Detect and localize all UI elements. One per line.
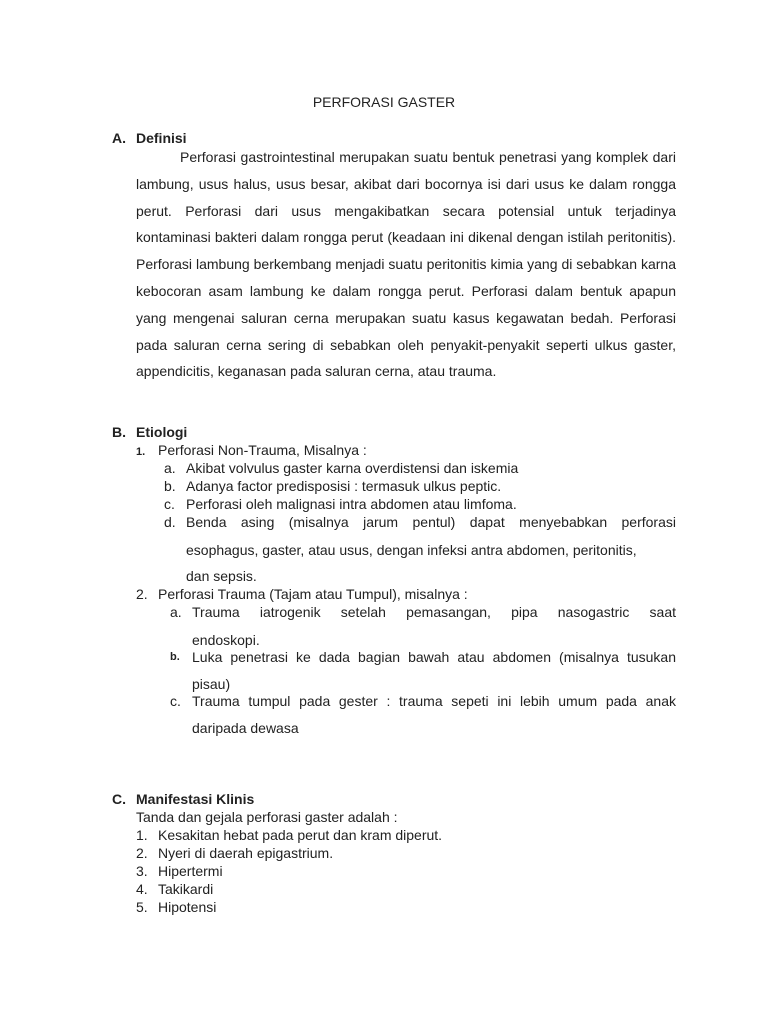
etiology-item-1	[136, 442, 367, 458]
list-number: 1.	[136, 446, 146, 458]
list-number: 2.	[136, 586, 148, 602]
list-item-text: Hipotensi	[158, 899, 217, 915]
section-c-letter: C.	[112, 791, 126, 807]
list-item-text: Perforasi Trauma (Tajam atau Tumpul), misalnya :	[158, 586, 468, 602]
sub-text: Perforasi oleh malignasi intra abdomen atau limfoma.	[186, 496, 517, 512]
section-a-title: Definisi	[136, 130, 187, 146]
list-number: 1.	[136, 827, 148, 843]
section-b-heading	[112, 424, 187, 440]
definition-text: Perforasi gastrointestinal merupakan suatu bentuk penetrasi yang komplek dari lambung, usus halus, usus besar, akibat dari bocornya isi dari usus ke dalam rongga perut. Perforasi dari usus mengakibatkan secara potensial untuk terjadinya kontaminasi bakteri dalam rongga perut (keadaan ini dikenal dengan istilah peritonitis). Perforasi lambung berkembang menjadi suatu peritonitis kimia yang di sebabkan karna kebocoran asam lambung ke dalam rongga perut. Perforasi dalam bentuk apapun yang mengenai saluran cerna merupakan suatu kasus kegawatan bedah. Perforasi pada saluran cerna sering di sebabkan oleh penyakit-penyakit seperti ulkus gaster, appendicitis, keganasan pada saluran cerna, atau trauma.	[136, 149, 676, 380]
section-c-intro: Tanda dan gejala perforasi gaster adalah :	[136, 809, 398, 825]
list-item-text: Takikardi	[158, 881, 214, 897]
symptom-item	[136, 881, 213, 897]
sub-marker: d.	[164, 514, 176, 530]
symptom-item	[136, 899, 216, 915]
etiology-subitem-2a	[170, 604, 676, 648]
list-item-text: Nyeri di daerah epigastrium.	[158, 845, 334, 861]
etiology-subitem-1c	[164, 496, 676, 516]
sub-text: Trauma iatrogenik setelah pemasangan, pipa nasogastric saat	[192, 604, 676, 620]
section-c-heading	[112, 791, 254, 807]
sub-text: Adanya factor predisposisi : termasuk ulkus peptic.	[186, 478, 502, 494]
list-number: 2.	[136, 845, 148, 861]
list-number: 4.	[136, 881, 148, 897]
section-a-letter: A.	[112, 130, 126, 146]
sub-text: Luka penetrasi ke dada bagian bawah atau abdomen (misalnya tusukan	[192, 649, 676, 665]
etiology-subitem-2c	[170, 693, 676, 737]
etiology-item-2	[136, 586, 468, 602]
sub-marker: b.	[164, 478, 176, 494]
etiology-subitem-2b	[170, 649, 676, 693]
sub-marker: a.	[164, 460, 176, 476]
sub-text-cont: endoskopi.	[192, 632, 260, 648]
list-item-text: Perforasi Non-Trauma, Misalnya :	[158, 442, 367, 458]
section-b-title: Etiologi	[136, 424, 188, 440]
sub-marker: a.	[170, 604, 182, 620]
list-item-text: Hipertermi	[158, 863, 223, 879]
section-a-paragraph	[136, 144, 676, 385]
etiology-subitem-1b	[164, 478, 676, 498]
sub-text-cont: daripada dewasa	[192, 720, 299, 736]
symptom-item	[136, 863, 223, 879]
list-item-text: Kesakitan hebat pada perut dan kram diperut.	[158, 827, 443, 843]
etiology-subitem-1d	[164, 514, 676, 586]
sub-text-cont: esophagus, gaster, atau usus, dengan infeksi antra abdomen, peritonitis,	[186, 542, 637, 558]
etiology-subitem-1a	[164, 460, 676, 480]
page-title: PERFORASI GASTER	[312, 94, 456, 110]
sub-text-cont: pisau)	[192, 676, 231, 692]
sub-text-cont: dan sepsis.	[186, 568, 257, 584]
sub-text: Benda asing (misalnya jarum pentul) dapat menyebabkan perforasi	[186, 514, 676, 530]
section-b-letter: B.	[112, 424, 126, 440]
sub-marker: c.	[164, 496, 175, 512]
sub-text: Akibat volvulus gaster karna overdistensi dan iskemia	[186, 460, 519, 476]
sub-marker: b.	[170, 651, 180, 663]
list-number: 5.	[136, 899, 148, 915]
sub-text: Trauma tumpul pada gester : trauma sepeti ini lebih umum pada anak	[192, 693, 676, 709]
section-c-title: Manifestasi Klinis	[136, 791, 255, 807]
symptom-item	[136, 827, 442, 843]
symptom-item	[136, 845, 333, 861]
list-number: 3.	[136, 863, 148, 879]
sub-marker: c.	[170, 693, 181, 709]
